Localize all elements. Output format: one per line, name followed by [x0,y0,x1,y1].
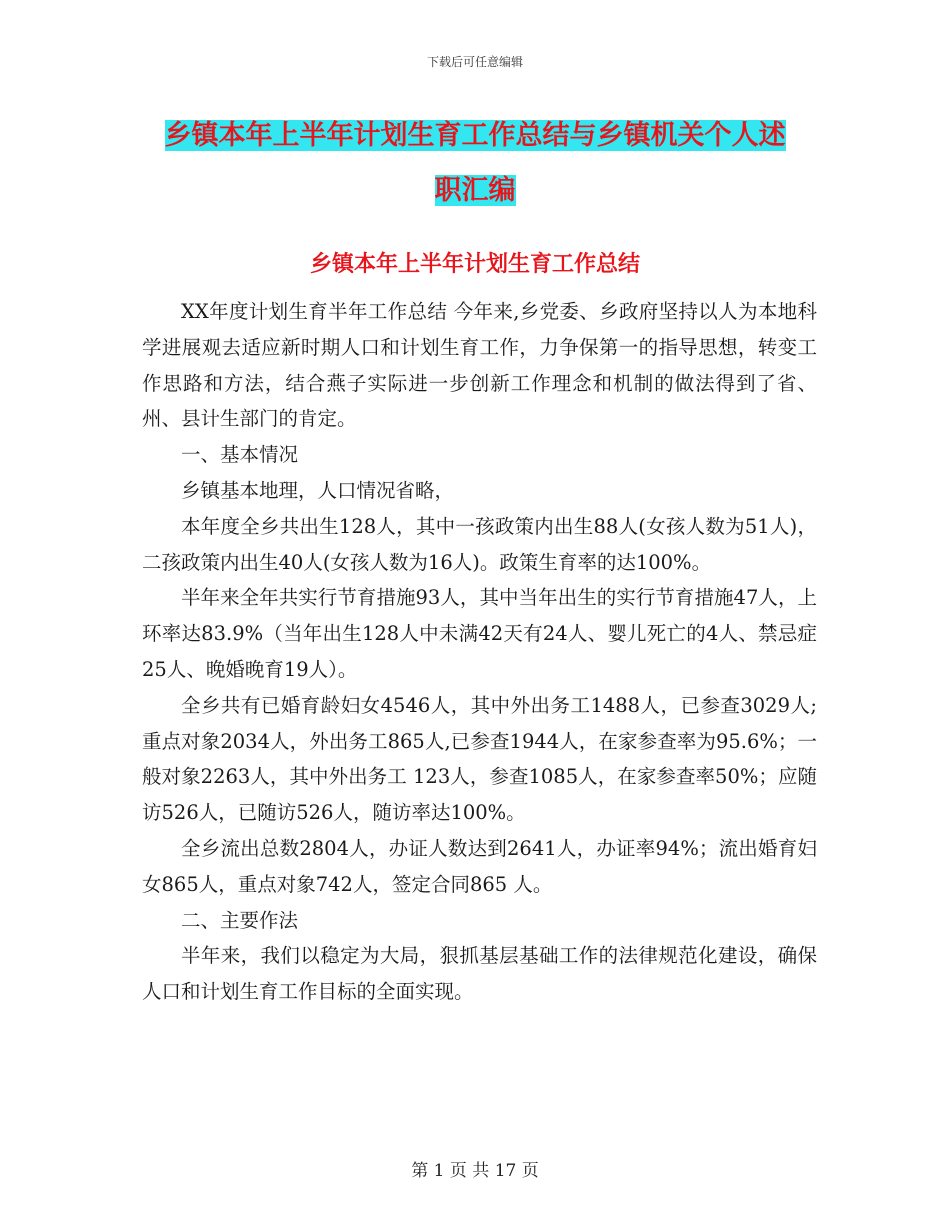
paragraph-heading: 一、基本情况 [181,443,299,467]
header-note: 下载后可任意编辑 [426,55,523,69]
paragraph: 本年度全乡共出生128人，其中一孩政策内出生88人(女孩人数为51人)，二孩政策内出生40人(女孩人数为16人)。政策生育率的达100%。 [142,514,817,574]
paragraph: 全乡共有已婚育龄妇女4546人，其中外出务工1488人，已参查3029人;重点对象2034人，外出务工865人,已参查1944人，在家参查率为95.6%；一般对象2263人，其中外出务工 123人，参查1085人，在家参查率50%；应随访526人，已随访526人，随访率达100%。 [142,693,817,825]
section-title: 乡镇本年上半年计划生育工作总结 [309,252,640,277]
paragraph: XX年度计划生育半年工作总结 今年来,乡党委、乡政府坚持以人为本地科学进展观去适应新时期人口和计划生育工作，力争保第一的指导思想，转变工作思路和方法，结合燕子实际进一步创新工作理念和机制的做法得到了省、州、县计生部门的肯定。 [142,300,817,431]
paragraph: 半年来，我们以稳定为大局，狠抓基层基础工作的法律规范化建设，确保人口和计划生育工作目标的全面实现。 [142,944,817,1004]
document-title [140,108,810,218]
document-body [142,294,817,1010]
paragraph: 半年来全年共实行节育措施93人，其中当年出生的实行节育措施47人，上环率达83.9%（当年出生128人中未满42天有24人、婴儿死亡的4人、禁忌症25人、晚婚晚育19人）。 [142,586,817,681]
paragraph: 全乡流出总数2804人，办证人数达到2641人，办证率94%；流出婚育妇女865人，重点对象742人，签定合同865 人。 [142,836,817,896]
document-title-line-2: 职汇编 [434,175,516,206]
paragraph-heading: 二、主要作法 [181,908,299,932]
document-title-line-1: 乡镇本年上半年计划生育工作总结与乡镇机关个人述 [164,120,786,151]
paragraph: 乡镇基本地理，人口情况省略， [181,478,455,502]
page-footer: 第 1 页 共 17 页 [411,1161,539,1181]
